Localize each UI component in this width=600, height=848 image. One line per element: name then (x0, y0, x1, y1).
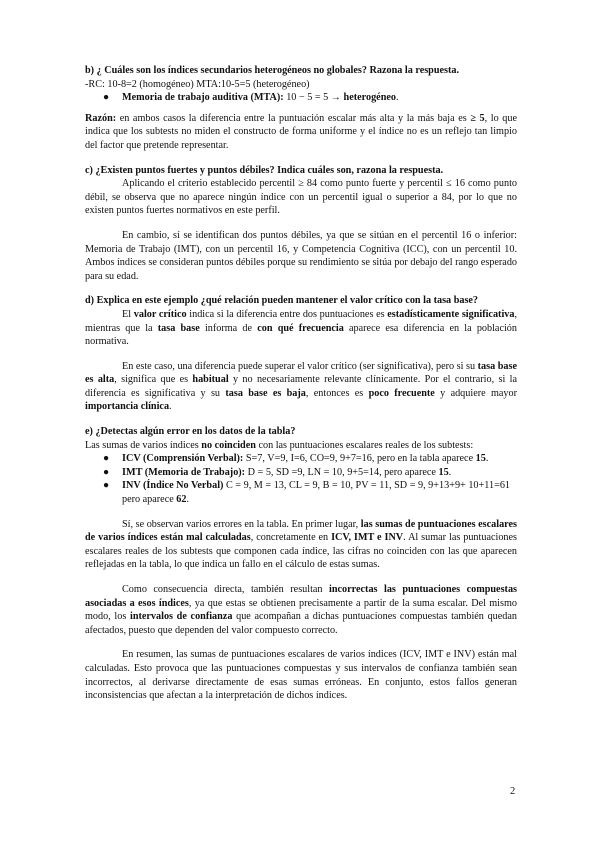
list-item: ● ICV (Comprensión Verbal): S=7, V=9, I=6, CO=9, 9+7=16, pero en la tabla aparece 15. (103, 453, 489, 465)
section-e-intro: Las sumas de varios índices no coinciden con las puntuaciones escalares reales de los subtests: (85, 439, 474, 451)
bullet-icon: ● (103, 466, 110, 478)
section-e-paragraph-3: En resumen, las sumas de puntuaciones escalares de varios índices (ICV, IMT e INV) están mal calculadas. Esto provoca que las puntuaciones compuestas y sus intervalos de confianza también sean incorrectos, al derivarse directamente de esas sumas erróneas. En conjunto, estos fallos generan inconsistencias que afectan a la interpretación de dichos índices. (85, 649, 517, 702)
list-item: ● Memoria de trabajo auditiva (MTA): 10 − 5 = 5 → heterogéneo. (103, 92, 399, 104)
bullet-icon: ● (103, 480, 110, 492)
bullet-icon: ● (103, 92, 110, 104)
section-c-paragraph-1: Aplicando el criterio establecido percentil ≥ 84 como punto fuerte y percentil ≤ 16 como punto débil, se observa que no aparece ningún índice con un percentil igual o superior a 84, por lo que no existen puntos fuertes normativos en este perfil. (85, 178, 517, 217)
section-c-heading: c) ¿Existen puntos fuertes y puntos débiles? Indica cuáles son, razona la respuesta. (85, 164, 444, 176)
section-b-heading: b) ¿ Cuáles son los índices secundarios heterogéneos no globales? Razona la respuesta. (85, 65, 460, 76)
section-e-paragraph-2: Como consecuencia directa, también resultan incorrectas las puntuaciones compuestas asociadas a esos índices, ya que estas se obtienen precisamente a partir de la suma escalar. Del mismo modo, los intervalos de confianza que acompañan a dichas puntuaciones compuestas también quedan afectados, puesto que dependen del valor compuesto correcto. (85, 584, 517, 636)
section-d-paragraph-1: El valor crítico indica si la diferencia entre dos puntuaciones es estadísticamente significativa, mientras que la tasa base informa de con qué frecuencia aparece esa diferencia en la población normativa. (85, 308, 518, 348)
section-b-reason: Razón: en ambos casos la diferencia entre la puntuación escalar más alta y la más baja es ≥ 5, lo que indica que los subtests no miden el constructo de forma uniforme y el índice no es un reflejo tan limpio del factor que pretende representar. (85, 112, 518, 151)
page-number: 2 (510, 786, 516, 797)
document-body (85, 64, 517, 703)
section-b-list (85, 91, 517, 105)
section-b-line: -RC: 10-8=2 (homogéneo) MTA:10-5=5 (heterogéneo) (85, 78, 310, 90)
list-item: ● IMT (Memoria de Trabajo): D = 5, SD =9, LN = 10, 9+5=14, pero aparece 15. (103, 466, 452, 478)
list-item: ● INV (Índice No Verbal) C = 9, M = 13, CL = 9, B = 10, PV = 11, SD = 9, 9+13+9+ 10+11=61 pero aparece 62. (103, 480, 511, 506)
section-e-heading: e) ¿Detectas algún error en los datos de la tabla? (85, 426, 296, 438)
section-d-heading: d) Explica en este ejemplo ¿qué relación pueden mantener el valor crítico con la tasa base? (85, 295, 479, 307)
section-c-paragraph-2: En cambio, sí se identifican dos puntos débiles, ya que se sitúan en el percentil 16 o inferior: Memoria de Trabajo (IMT), con un percentil 16, y Competencia Cognitiva (ICC), con un percentil 10. Ambos índices se consideran puntos débiles porque su rendimiento se sitúa por debajo del rango esperado para su edad. (85, 229, 518, 282)
section-d-paragraph-2: En este caso, una diferencia puede superar el valor crítico (ser significativa), pero si su tasa base es alta, significa que es habitual y no necesariamente relevante clínicamente. Por el contrario, si la diferencia es significativa y su tasa base es baja, entonces es poco frecuente y adquiere mayor importancia clínica. (85, 360, 517, 413)
section-e-paragraph-1: Sí, se observan varios errores en la tabla. En primer lugar, las sumas de puntuaciones escalares de varios índices están mal calculadas, concretamente en ICV, IMT e INV. Al sumar las puntuaciones escalares reales de los subtests que componen cada índice, las cifras no coinciden con las que aparecen reflejadas en la tabla, lo que indica un fallo en el cálculo de estas sumas. (85, 518, 517, 571)
bullet-icon: ● (103, 453, 110, 465)
section-e-list (85, 452, 517, 506)
